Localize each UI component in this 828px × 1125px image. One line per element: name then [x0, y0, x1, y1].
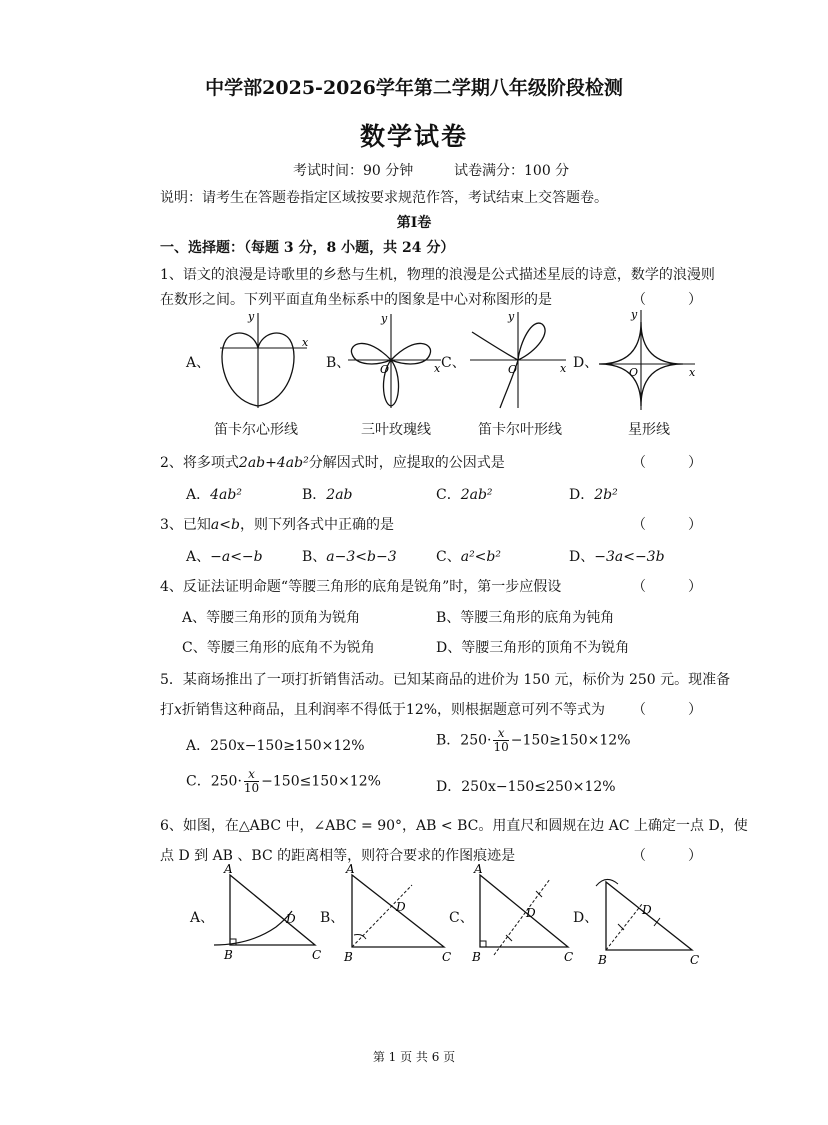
- q6-d-point-d: D: [642, 903, 652, 917]
- q6-figure-d: [592, 870, 707, 970]
- exam-instructions: 说明：请考生在答题卷指定区域按要求规范作答，考试结束上交答题卷。: [160, 190, 608, 206]
- q6-figure-c: [468, 862, 583, 970]
- q3-option-d-expr: −3a<−3b: [594, 549, 665, 565]
- q2-option-b: [302, 484, 353, 504]
- q3-option-c: [436, 546, 501, 566]
- q2-option-a: [186, 484, 242, 504]
- exam-header-title: 中学部2025-2026学年第二学期八年级阶段检测: [205, 77, 623, 99]
- q1-c-x-label: x: [560, 362, 567, 375]
- q3-option-a: [186, 546, 263, 566]
- q6-b-point-c: C: [442, 950, 452, 964]
- q5-option-c-letter: C．: [186, 773, 211, 790]
- q1-d-x-label: x: [689, 366, 696, 379]
- q4-option-a: A、等腰三角形的顶角为锐角: [182, 610, 361, 626]
- q6-b-bisector: [352, 885, 412, 947]
- q1-a-x-label: x: [302, 336, 309, 349]
- q3-stem-suffix: ，则下列各式中正确的是: [239, 517, 394, 533]
- q5-option-b: [436, 727, 631, 754]
- q3-option-d-letter: D、: [569, 549, 595, 565]
- q2-stem: [160, 452, 505, 472]
- q2-option-a-letter: A．: [186, 487, 211, 503]
- q6-option-b-label: B、: [320, 910, 345, 926]
- q3-stem-expression: a<b: [210, 517, 240, 533]
- q5-option-c-post: −150≤150×12%: [261, 773, 381, 790]
- q1-option-b-label: B、: [326, 355, 351, 371]
- q4-option-b: B、等腰三角形的底角为钝角: [436, 610, 615, 626]
- q6-stem-line1: 6、如图，在△ABC 中，∠ABC = 90°，AB < BC。用直尺和圆规在边 AC 上确定一点 D，使: [160, 818, 748, 834]
- q1-graph-cardioid: [212, 308, 312, 413]
- q6-b-point-a: A: [346, 862, 355, 876]
- q1-graph-astroid: [595, 306, 700, 414]
- q1-d-origin: O: [629, 366, 639, 379]
- q1-option-c-label: C、: [441, 355, 466, 371]
- q6-c-point-d: D: [526, 906, 536, 920]
- q6-stem-line2: 点 D 到 AB 、BC 的距离相等，则符合要求的作图痕迹是: [160, 848, 516, 864]
- q1-b-rose-petal-left: [351, 343, 391, 363]
- q5-option-d: [436, 776, 616, 796]
- q5-option-b-pre: 250·: [460, 732, 492, 749]
- q3-option-c-expr: a²<b²: [460, 549, 501, 565]
- q1-b-x-label: x: [434, 362, 441, 375]
- q2-answer-paren: （ ）: [632, 455, 702, 471]
- q1-a-y-label: y: [248, 310, 255, 323]
- q4-stem: 4、反证法证明命题“等腰三角形的底角是锐角”时，第一步应假设: [160, 579, 562, 595]
- q6-a-triangle: [230, 875, 315, 945]
- q5-stem-line2-suffix: 折销售这种商品，且利润率不得低于12%，则根据题意可列不等式为: [181, 702, 606, 718]
- q4-answer-paren: （ ）: [632, 579, 702, 595]
- q6-b-point-b: B: [344, 950, 353, 964]
- q6-a-point-c: C: [312, 948, 322, 962]
- q1-graph-rose: [346, 308, 446, 413]
- q3-option-d: [569, 546, 665, 566]
- q1-b-y-label: y: [381, 312, 388, 325]
- q6-d-perpendicular: [606, 904, 642, 950]
- q3-stem: [160, 514, 394, 534]
- q2-option-b-letter: B．: [302, 487, 327, 503]
- q5-option-c-fraction: [244, 768, 259, 795]
- q6-option-a-label: A、: [190, 910, 215, 926]
- q6-figure-a: [210, 862, 325, 970]
- q3-option-b-letter: B、: [302, 549, 327, 565]
- q1-caption-b: 三叶玫瑰线: [361, 422, 431, 438]
- q6-d-point-b: B: [598, 953, 607, 967]
- section-heading-choice: 一、选择题：（每题 3 分，8 小题，共 24 分）: [160, 240, 455, 256]
- q6-c-perp-bisector: [494, 879, 550, 955]
- q2-option-d-letter: D．: [569, 487, 595, 503]
- q6-c-triangle: [480, 875, 568, 947]
- q5-option-d-expr: 250x−150≤250×12%: [461, 779, 616, 795]
- q1-stem-line1: 1、语文的浪漫是诗歌里的乡愁与生机，物理的浪漫是公式描述星辰的诗意，数学的浪漫则: [160, 267, 715, 283]
- q6-c-point-a: A: [474, 862, 483, 876]
- q3-option-b-expr: a−3<b−3: [326, 549, 397, 565]
- q5-stem-line2: [160, 699, 605, 719]
- q2-option-d-expr: 2b²: [594, 487, 618, 503]
- q5-option-b-denominator: 10: [493, 740, 509, 754]
- exam-time: 考试时间：90 分钟: [293, 163, 414, 179]
- q6-a-point-b: B: [224, 948, 233, 962]
- q5-option-a-letter: A．: [186, 738, 211, 754]
- q5-option-b-numerator: x: [493, 727, 508, 741]
- q1-caption-c: 笛卡尔叶形线: [478, 422, 562, 438]
- exam-full-score: 试卷满分：100 分: [454, 163, 570, 179]
- q2-option-c-expr: 2ab²: [460, 487, 493, 503]
- q6-c-arc-marks: [506, 891, 542, 941]
- volume-heading: 第Ⅰ卷: [396, 215, 432, 231]
- q6-d-point-c: C: [690, 953, 700, 967]
- q6-answer-paren: （ ）: [632, 848, 702, 864]
- q5-option-c-pre: 250·: [210, 773, 242, 790]
- q4-option-c: C、等腰三角形的底角不为锐角: [182, 640, 375, 656]
- q5-stem-line2-prefix: 打: [160, 702, 174, 718]
- q4-option-d: D、等腰三角形的顶角不为锐角: [436, 640, 630, 656]
- q5-answer-paren: （ ）: [632, 702, 702, 718]
- q6-b-point-d: D: [396, 900, 406, 914]
- q5-option-c: [186, 768, 381, 795]
- q2-option-c-letter: C．: [436, 487, 461, 503]
- q3-option-b: [302, 546, 397, 566]
- q2-option-d: [569, 484, 618, 504]
- q6-option-d-label: D、: [573, 910, 599, 926]
- q1-option-a-label: A、: [186, 355, 211, 371]
- q1-c-y-label: y: [508, 310, 515, 323]
- q3-option-a-expr: −a<−b: [210, 549, 263, 565]
- q5-option-c-numerator: x: [244, 768, 259, 782]
- q6-c-right-angle: [480, 941, 486, 947]
- q6-c-point-b: B: [472, 950, 481, 964]
- q1-stem-line2: 在数形之间。下列平面直角坐标系中的图象是中心对称图形的是: [160, 292, 552, 308]
- q3-answer-paren: （ ）: [632, 517, 702, 533]
- q5-stem-variable: x: [174, 702, 182, 718]
- q5-option-b-letter: B．: [436, 732, 461, 749]
- q6-c-point-c: C: [564, 950, 574, 964]
- q1-graph-folium: [466, 308, 571, 413]
- page-number: 第 1 页 共 6 页: [372, 1050, 456, 1064]
- q6-a-point-a: A: [224, 862, 233, 876]
- q1-option-d-label: D、: [573, 355, 599, 371]
- q3-stem-prefix: 3、已知: [160, 517, 211, 533]
- q5-option-a: [186, 735, 365, 755]
- q6-figure-b: [340, 862, 455, 970]
- q5-option-a-expr: 250x−150≥150×12%: [210, 738, 365, 754]
- q5-option-b-fraction: [493, 727, 508, 754]
- q1-caption-d: 星形线: [628, 422, 670, 438]
- q3-option-c-letter: C、: [436, 549, 461, 565]
- q2-stem-prefix: 2、将多项式: [160, 455, 239, 471]
- q5-option-c-denominator: 10: [243, 781, 260, 795]
- q2-stem-suffix: 分解因式时，应提取的公因式是: [308, 455, 505, 471]
- q6-option-c-label: C、: [449, 910, 474, 926]
- q2-option-a-expr: 4ab²: [210, 487, 242, 503]
- exam-subject-title: 数学试卷: [359, 122, 468, 151]
- q5-stem-line1: 5．某商场推出了一项打折销售活动。已知某商品的进价为 150 元，标价为 250 元。现准备: [160, 672, 731, 688]
- q5-option-b-post: −150≥150×12%: [510, 732, 631, 749]
- q1-c-origin: O: [508, 363, 518, 376]
- q1-answer-paren: （ ）: [632, 292, 702, 308]
- q1-caption-a: 笛卡尔心形线: [214, 422, 298, 438]
- q6-a-point-d: D: [286, 912, 296, 926]
- q1-b-origin: O: [380, 363, 390, 376]
- q2-stem-expression: 2ab+4ab²: [238, 455, 309, 471]
- q2-option-b-expr: 2ab: [326, 487, 353, 503]
- q1-b-rose-petal-right: [391, 343, 431, 363]
- q5-option-d-letter: D．: [436, 779, 462, 795]
- q3-option-a-letter: A、: [186, 549, 211, 565]
- q2-option-c: [436, 484, 493, 504]
- q1-d-y-label: y: [631, 308, 638, 321]
